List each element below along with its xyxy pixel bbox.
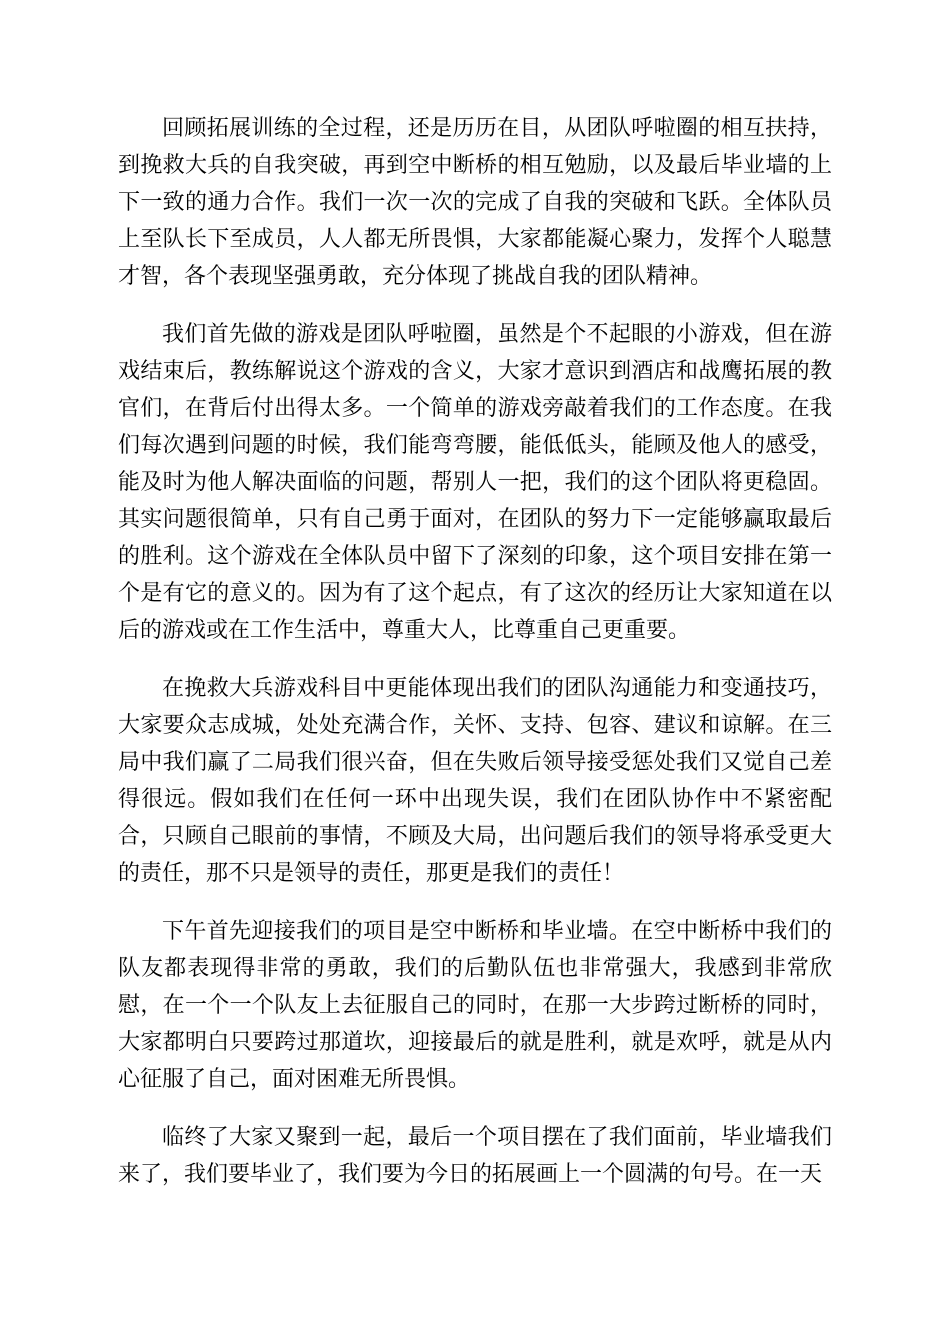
paragraph-1: 回顾拓展训练的全过程，还是历历在目，从团队呼啦圈的相互扶持，到挽救大兵的自我突破，再到空中断桥的相互勉励，以及最后毕业墙的上下一致的通力合作。我们一次一次的完成了自我的突破和飞跃。全体队员上至队长下至成员，人人都无所畏惧，大家都能凝心聚力，发挥个人聪慧才智，各个表现坚强勇敢，充分体现了挑战自我的团队精神。 (118, 116, 832, 289)
paragraph-4: 下午首先迎接我们的项目是空中断桥和毕业墙。在空中断桥中我们的队友都表现得非常的勇敢，我们的后勤队伍也非常强大，我感到非常欣慰，在一个一个队友上去征服自己的同时，在那一大步跨过断桥的同时，大家都明白只要跨过那道坎，迎接最后的就是胜利，就是欢呼，就是从内心征服了自己，面对困难无所畏惧。 (118, 919, 832, 1092)
paragraph-3: 在挽救大兵游戏科目中更能体现出我们的团队沟通能力和变通技巧，大家要众志成城，处处充满合作，关怀、支持、包容、建议和谅解。在三局中我们赢了二局我们很兴奋，但在失败后领导接受惩处我们又觉自己差得很远。假如我们在任何一环中出现失误，我们在团队协作中不紧密配合，只顾自己眼前的事情，不顾及大局，出问题后我们的领导将承受更大的责任，那不只是领导的责任，那更是我们的责任！ (118, 676, 832, 886)
paragraph-2: 我们首先做的游戏是团队呼啦圈，虽然是个不起眼的小游戏，但在游戏结束后，教练解说这个游戏的含义，大家才意识到酒店和战鹰拓展的教官们，在背后付出得太多。一个简单的游戏旁敲着我们的工作态度。在我们每次遇到问题的时候，我们能弯弯腰，能低低头，能顾及他人的感受，能及时为他人解决面临的问题，帮别人一把，我们的这个团队将更稳固。其实问题很简单，只有自己勇于面对，在团队的努力下一定能够赢取最后的胜利。这个游戏在全体队员中留下了深刻的印象，这个项目安排在第一个是有它的意义的。因为有了这个起点，有了这次的经历让大家知道在以后的游戏或在工作生活中，尊重大人，比尊重自己更重要。 (118, 322, 832, 643)
document-body (118, 110, 832, 1214)
paragraph-5: 临终了大家又聚到一起，最后一个项目摆在了我们面前，毕业墙我们来了，我们要毕业了，我们要为今日的拓展画上一个圆满的句号。在一天 (118, 1125, 832, 1187)
